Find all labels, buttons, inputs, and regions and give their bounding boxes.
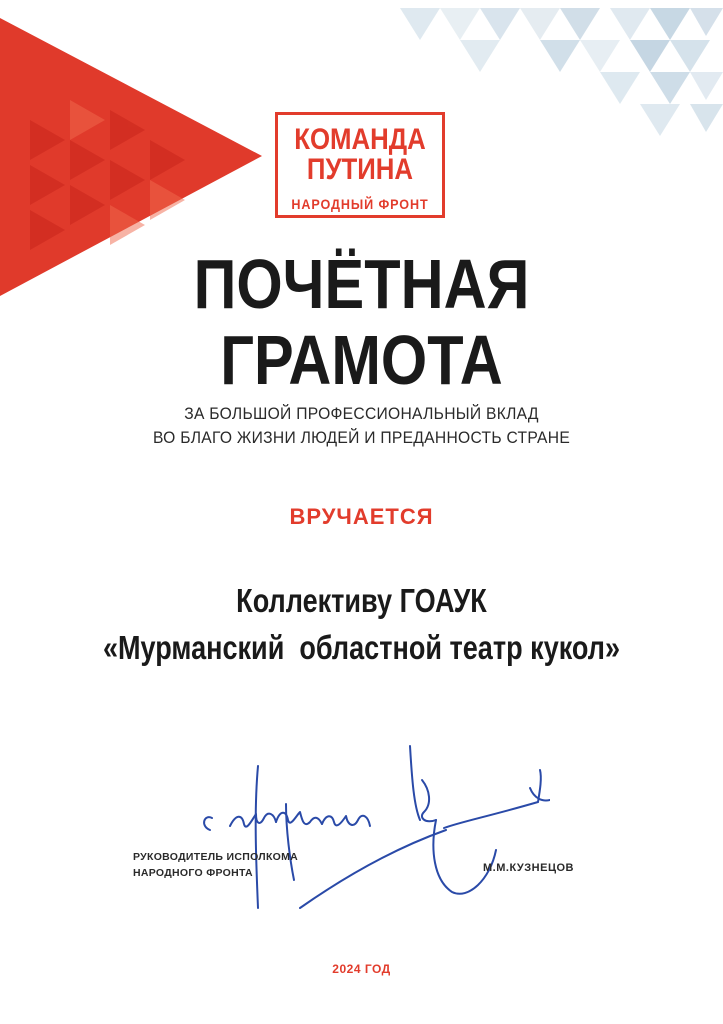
light-triangle-pattern xyxy=(400,8,723,136)
logo-block xyxy=(275,112,445,218)
logo-line-3: НАРОДНЫЙ ФРОНТ xyxy=(291,196,429,212)
handwritten-signature xyxy=(190,740,550,920)
certificate-year: 2024 ГОД xyxy=(332,962,391,976)
signatory-title-line-1: РУКОВОДИТЕЛЬ ИСПОЛКОМА xyxy=(133,851,299,863)
signatory-title-line-2: НАРОДНОГО ФРОНТА xyxy=(133,867,253,879)
signatory-name: М.М.КУЗНЕЦОВ xyxy=(483,862,574,874)
signatory-title xyxy=(133,849,333,881)
logo-line-2: ПУТИНА xyxy=(306,153,414,186)
recipient-line-2: «Мурманский областной театр кукол» xyxy=(102,629,621,666)
awarded-label: ВРУЧАЕТСЯ xyxy=(289,504,434,529)
certificate-title-line-1: ПОЧЁТНАЯ xyxy=(193,245,530,323)
certificate-title-line-2: ГРАМОТА xyxy=(220,321,503,399)
recipient-line-1: Коллективу ГОАУК xyxy=(236,582,487,619)
logo-line-1: КОМАНДА xyxy=(294,123,426,156)
reason-line-1: ЗА БОЛЬШОЙ ПРОФЕССИОНАЛЬНЫЙ ВКЛАД xyxy=(184,404,539,423)
reason-line-2: ВО БЛАГО ЖИЗНИ ЛЮДЕЙ И ПРЕДАННОСТЬ СТРАНЕ xyxy=(152,428,571,447)
